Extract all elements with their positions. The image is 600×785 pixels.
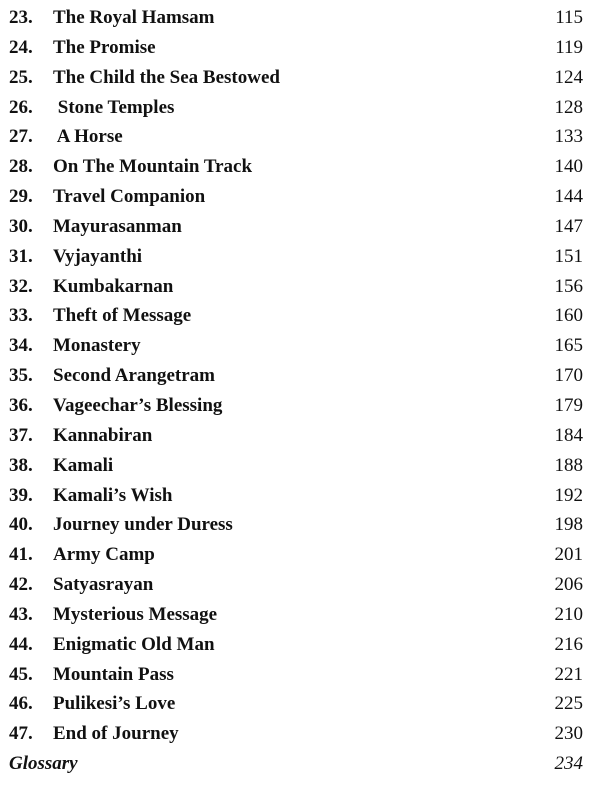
- toc-entry: [0, 272, 600, 302]
- chapter-title: Army Camp: [53, 544, 155, 566]
- chapter-number: 47.: [9, 723, 33, 745]
- chapter-title: End of Journey: [53, 723, 179, 745]
- chapter-title: Kamali’s Wish: [53, 484, 173, 506]
- page-number: 140: [554, 156, 583, 178]
- chapter-title: Second Arangetram: [53, 365, 216, 387]
- toc-entry: [0, 660, 600, 690]
- toc-entry: [0, 451, 600, 481]
- page-number: 119: [555, 36, 583, 58]
- toc-entry: [0, 182, 600, 212]
- chapter-number: 30.: [9, 215, 33, 237]
- chapter-title: Kannabiran: [53, 424, 153, 446]
- chapter-title: Travel Companion: [53, 186, 206, 208]
- page-number: 192: [554, 484, 583, 506]
- toc-entry: [0, 361, 600, 391]
- page-number: 221: [554, 663, 583, 685]
- chapter-number: 28.: [9, 156, 33, 178]
- page-number: 206: [554, 574, 583, 596]
- toc-entry: [0, 152, 600, 182]
- chapter-title: Enigmatic Old Man: [53, 633, 215, 655]
- toc-entry: [0, 540, 600, 570]
- table-of-contents: [0, 3, 600, 779]
- chapter-title: The Royal Hamsam: [53, 7, 215, 28]
- chapter-number: 33.: [9, 305, 33, 327]
- toc-entry: [0, 391, 600, 421]
- chapter-title: Theft of Message: [53, 305, 192, 327]
- toc-entry: [0, 212, 600, 242]
- page-number: 184: [554, 424, 583, 446]
- chapter-number: 25.: [9, 66, 33, 88]
- chapter-number: 42.: [9, 574, 33, 596]
- page-number: 170: [554, 365, 583, 387]
- page-number: 124: [554, 66, 583, 88]
- chapter-number: 36.: [9, 394, 33, 416]
- chapter-title: Mayurasanman: [53, 215, 182, 237]
- chapter-title: Satyasrayan: [53, 574, 154, 596]
- toc-entry: [0, 93, 600, 123]
- chapter-number: 39.: [9, 484, 33, 506]
- chapter-title: Vageechar’s Blessing: [53, 394, 223, 416]
- page-number: 115: [555, 7, 583, 28]
- toc-entry: [0, 331, 600, 361]
- toc-entry: [0, 719, 600, 749]
- chapter-number: 45.: [9, 663, 33, 685]
- chapter-title: Pulikesi’s Love: [53, 693, 176, 715]
- chapter-title: Mountain Pass: [53, 663, 174, 685]
- page-number: 147: [554, 215, 583, 237]
- toc-entry: [0, 481, 600, 511]
- chapter-number: 41.: [9, 544, 33, 566]
- page-number: 230: [554, 723, 583, 745]
- page-number: 188: [554, 454, 583, 476]
- chapter-title: A Horse: [53, 126, 123, 148]
- chapter-number: 31.: [9, 245, 33, 267]
- page-number: 216: [554, 633, 583, 655]
- chapter-number: 27.: [9, 126, 33, 148]
- chapter-title: Monastery: [53, 335, 141, 357]
- chapter-title: On The Mountain Track: [53, 156, 253, 178]
- glossary-page-number: 234: [554, 753, 583, 775]
- chapter-number: 29.: [9, 186, 33, 208]
- toc-entry-glossary: [0, 749, 600, 779]
- toc-entry: [0, 689, 600, 719]
- toc-entry: [0, 122, 600, 152]
- chapter-number: 44.: [9, 633, 33, 655]
- chapter-number: 40.: [9, 514, 33, 536]
- page-number: 201: [554, 544, 583, 566]
- chapter-number: 35.: [9, 365, 33, 387]
- chapter-title: Stone Temples: [53, 96, 175, 118]
- chapter-number: 32.: [9, 275, 33, 297]
- chapter-number: 43.: [9, 603, 33, 625]
- chapter-title: The Promise: [53, 36, 156, 58]
- page-number: 225: [554, 693, 583, 715]
- chapter-title: Vyjayanthi: [53, 245, 143, 267]
- chapter-title: Kamali: [53, 454, 114, 476]
- toc-entry: [0, 242, 600, 272]
- page-number: 160: [554, 305, 583, 327]
- chapter-title: The Child the Sea Bestowed: [53, 66, 280, 88]
- page-number: 165: [554, 335, 583, 357]
- page-number: 156: [554, 275, 583, 297]
- chapter-number: 37.: [9, 424, 33, 446]
- page-number: 179: [554, 394, 583, 416]
- chapter-number: 38.: [9, 454, 33, 476]
- toc-entry: [0, 510, 600, 540]
- chapter-title: Mysterious Message: [53, 603, 218, 625]
- chapter-title: Journey under Duress: [53, 514, 233, 536]
- toc-entry: [0, 600, 600, 630]
- chapter-number: 24.: [9, 36, 33, 58]
- toc-entry: [0, 570, 600, 600]
- toc-entry: [0, 630, 600, 660]
- toc-entry: [0, 421, 600, 451]
- chapter-number: 46.: [9, 693, 33, 715]
- chapter-number: 34.: [9, 335, 33, 357]
- page-number: 151: [554, 245, 583, 267]
- toc-entry: [0, 301, 600, 331]
- page-number: 144: [554, 186, 583, 208]
- chapter-title: Kumbakarnan: [53, 275, 174, 297]
- toc-entry: [0, 63, 600, 93]
- page-number: 133: [554, 126, 583, 148]
- chapter-number: 23.: [9, 7, 33, 28]
- toc-entry: [0, 33, 600, 63]
- page-number: 198: [554, 514, 583, 536]
- page-number: 128: [554, 96, 583, 118]
- toc-entry: [0, 3, 600, 33]
- glossary-title: Glossary: [9, 753, 78, 775]
- chapter-number: 26.: [9, 96, 33, 118]
- page-number: 210: [554, 603, 583, 625]
